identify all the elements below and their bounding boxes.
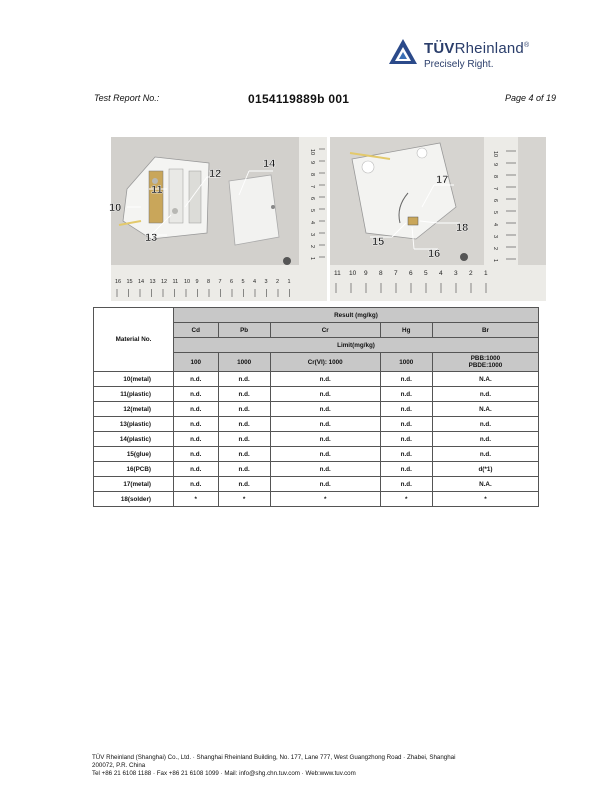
limit-cr: Cr(VI): 1000 <box>270 353 380 372</box>
ruler-label: 3 <box>309 233 315 237</box>
report-number-label: Test Report No.: <box>94 93 160 103</box>
ruler-label: 5 <box>492 211 498 215</box>
ruler-label: 10 <box>492 151 498 158</box>
ruler-label: 5 <box>309 209 315 213</box>
footer-line-3: Tel +86 21 6108 1188 · Fax +86 21 6108 1099 · Mail: info@shg.chn.tuv.com · Web:www.tuv.com <box>92 770 356 778</box>
material-cell: 14(plastic) <box>94 432 174 447</box>
ruler-label: 4 <box>439 270 443 277</box>
ruler-label: 7 <box>394 270 398 277</box>
ruler-label: 2 <box>492 247 498 251</box>
table-row <box>94 402 539 417</box>
ruler-label: 13 <box>149 279 156 285</box>
ruler-label: 9 <box>309 161 315 165</box>
result-cell: N.A. <box>432 477 538 492</box>
result-cell: n.d. <box>174 387 219 402</box>
result-cell: n.d. <box>174 447 219 462</box>
element-hg: Hg <box>380 323 432 338</box>
ruler-label: 4 <box>253 279 257 285</box>
footer-line-1: TÜV Rheinland (Shanghai) Co., Ltd. · Shanghai Rheinland Building, No. 177, Lane 777, West Guangzhong Road · Zhabei, Shanghai <box>92 754 456 761</box>
table-row <box>94 477 539 492</box>
limit-cd: 100 <box>174 353 219 372</box>
element-pb: Pb <box>218 323 270 338</box>
callout-label: 17 <box>436 174 449 186</box>
ruler-label: 8 <box>207 279 211 285</box>
ruler-label: 8 <box>379 270 383 277</box>
callout-label: 12 <box>209 168 222 180</box>
callout-label: 13 <box>145 232 158 244</box>
result-cell: * <box>218 492 270 507</box>
table-row <box>94 417 539 432</box>
material-cell: 13(plastic) <box>94 417 174 432</box>
result-cell: n.d. <box>174 462 219 477</box>
brand-name: TÜVRheinland® <box>424 40 530 57</box>
ruler-label: 3 <box>492 235 498 239</box>
limit-header: Limit(mg/kg) <box>174 338 539 353</box>
table-row <box>94 432 539 447</box>
results-table <box>93 307 539 507</box>
ruler-label: 11 <box>334 270 341 277</box>
result-cell: n.d. <box>380 462 432 477</box>
ruler-label: 2 <box>309 245 315 249</box>
result-cell: n.d. <box>174 417 219 432</box>
ruler-label: 6 <box>309 197 315 201</box>
result-cell: n.d. <box>380 447 432 462</box>
ruler-label: 12 <box>161 279 168 285</box>
table-row <box>94 447 539 462</box>
ruler-label: 1 <box>484 270 488 277</box>
result-cell: n.d. <box>270 402 380 417</box>
material-cell: 18(solder) <box>94 492 174 507</box>
callout-label: 18 <box>456 222 469 234</box>
ruler-label: 3 <box>454 270 458 277</box>
result-cell: * <box>380 492 432 507</box>
ruler-label: 7 <box>218 279 222 285</box>
result-cell: * <box>432 492 538 507</box>
result-cell: N.A. <box>432 372 538 387</box>
callout-label: 11 <box>151 184 163 196</box>
ruler-label: 3 <box>264 279 268 285</box>
limit-hg: 1000 <box>380 353 432 372</box>
ruler-label: 5 <box>424 270 428 277</box>
result-cell: n.d. <box>432 417 538 432</box>
ruler-label: 16 <box>115 279 122 285</box>
material-cell: 16(PCB) <box>94 462 174 477</box>
ruler-label: 9 <box>492 163 498 167</box>
result-cell: n.d. <box>174 432 219 447</box>
callout-label: 10 <box>109 202 122 214</box>
ruler-label: 4 <box>492 223 498 227</box>
result-cell: n.d. <box>380 372 432 387</box>
ruler-label: 15 <box>126 279 133 285</box>
ruler-label: 1 <box>309 257 315 261</box>
ruler-label: 9 <box>195 279 199 285</box>
ruler-label: 2 <box>469 270 473 277</box>
result-cell: n.d. <box>218 462 270 477</box>
result-cell: n.d. <box>270 372 380 387</box>
result-cell: n.d. <box>218 372 270 387</box>
ruler-label: 6 <box>230 279 234 285</box>
result-cell: * <box>270 492 380 507</box>
ruler-label: 5 <box>241 279 245 285</box>
material-cell: 17(metal) <box>94 477 174 492</box>
result-cell: n.d. <box>218 447 270 462</box>
ruler-label: 10 <box>349 270 357 277</box>
result-cell: n.d. <box>270 432 380 447</box>
result-cell: n.d. <box>270 462 380 477</box>
footer-address <box>92 754 542 779</box>
table-row <box>94 387 539 402</box>
ruler-label: 11 <box>172 279 179 285</box>
sample-photo-right <box>330 137 546 301</box>
callout-label: 15 <box>372 236 385 248</box>
ruler-label: 4 <box>309 221 315 225</box>
result-cell: n.d. <box>380 477 432 492</box>
result-cell: n.d. <box>432 387 538 402</box>
table-row <box>94 462 539 477</box>
limit-pb: 1000 <box>218 353 270 372</box>
result-cell: n.d. <box>270 477 380 492</box>
ruler-label: 7 <box>492 187 498 191</box>
result-cell: n.d. <box>218 477 270 492</box>
result-cell: n.d. <box>380 432 432 447</box>
report-number: 0154119889b 001 <box>248 92 350 106</box>
result-cell: n.d. <box>218 402 270 417</box>
ruler-label: 10 <box>309 149 315 156</box>
result-cell: n.d. <box>432 432 538 447</box>
ruler-label: 10 <box>184 279 191 285</box>
result-cell: d(*1) <box>432 462 538 477</box>
ruler-label: 2 <box>276 279 280 285</box>
element-cr: Cr <box>270 323 380 338</box>
material-cell: 11(plastic) <box>94 387 174 402</box>
callout-label: 16 <box>428 248 441 260</box>
result-cell: n.d. <box>174 372 219 387</box>
result-cell: n.d. <box>218 432 270 447</box>
material-cell: 12(metal) <box>94 402 174 417</box>
result-cell: n.d. <box>218 417 270 432</box>
page-number: Page 4 of 19 <box>504 93 556 103</box>
result-cell: N.A. <box>432 402 538 417</box>
ruler-label: 14 <box>138 279 145 285</box>
result-cell: n.d. <box>174 402 219 417</box>
result-cell: n.d. <box>218 387 270 402</box>
table-row <box>94 372 539 387</box>
ruler-label: 1 <box>287 279 291 285</box>
result-cell: n.d. <box>380 387 432 402</box>
ruler-label: 1 <box>492 259 498 263</box>
limit-br: PBB:1000 PBDE:1000 <box>432 353 538 372</box>
ruler-label: 8 <box>492 175 498 179</box>
result-cell: * <box>174 492 219 507</box>
callout-label: 14 <box>263 158 276 170</box>
result-cell: n.d. <box>270 447 380 462</box>
result-cell: n.d. <box>380 417 432 432</box>
material-header: Material No. <box>94 308 174 372</box>
tuv-logo <box>388 36 568 76</box>
ruler-label: 9 <box>364 270 368 277</box>
ruler-label: 8 <box>309 173 315 177</box>
tuv-triangle-icon <box>388 38 418 66</box>
result-cell: n.d. <box>380 402 432 417</box>
brand-tagline: Precisely Right. <box>424 59 494 70</box>
element-cd: Cd <box>174 323 219 338</box>
ruler-label: 7 <box>309 185 315 189</box>
result-header: Result (mg/kg) <box>174 308 539 323</box>
ruler-label: 6 <box>409 270 413 277</box>
result-cell: n.d. <box>432 447 538 462</box>
result-cell: n.d. <box>270 417 380 432</box>
footer-line-2: 200072, P.R. China <box>92 762 146 770</box>
result-cell: n.d. <box>174 477 219 492</box>
material-cell: 15(glue) <box>94 447 174 462</box>
ruler-label: 6 <box>492 199 498 203</box>
sample-photo-left <box>111 137 327 301</box>
element-br: Br <box>432 323 538 338</box>
material-cell: 10(metal) <box>94 372 174 387</box>
table-row <box>94 492 539 507</box>
result-cell: n.d. <box>270 387 380 402</box>
